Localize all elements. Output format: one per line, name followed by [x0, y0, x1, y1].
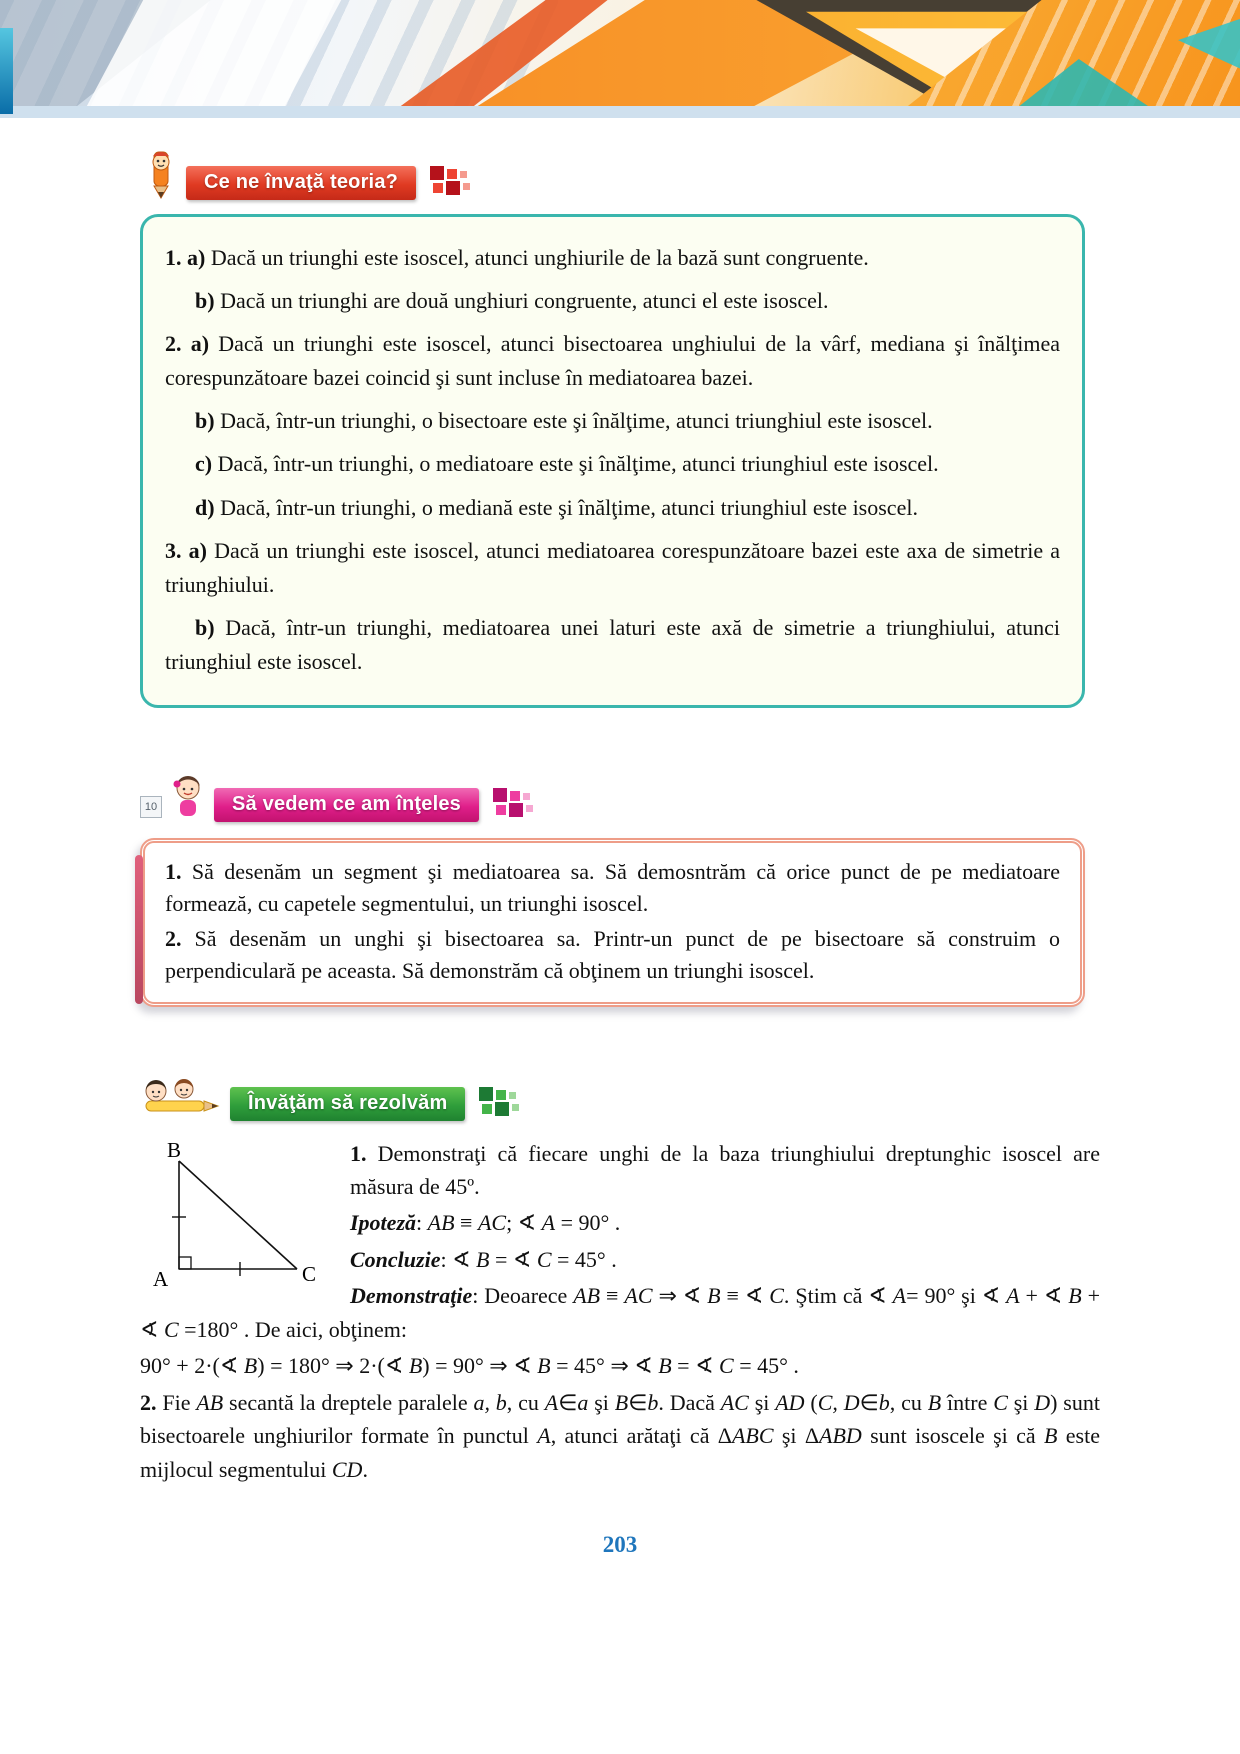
- vertex-label-a: A: [153, 1266, 169, 1291]
- decor-square: [446, 181, 460, 195]
- decor-squares-solve: [479, 1087, 529, 1119]
- understand-section-header: [140, 772, 1240, 822]
- banner-bottom-strip: [0, 106, 1240, 118]
- lesson-marker: 10: [140, 796, 162, 818]
- theory-item-3a: 3. a) Dacă un triunghi este isoscel, atunci mediatoarea corespunzătoare bazei este axa de simetrie a triunghiului.: [165, 537, 1060, 597]
- theory-item-2c: c) Dacă, într-un triunghi, o mediatoare este şi înălţime, atunci triunghiul este isoscel.: [195, 451, 939, 477]
- theory-item-2a: 2. a) Dacă un triunghi este isoscel, atunci bisectoarea unghiului de la vârf, mediana şi înălţimea corespunzătoare bazei coincid şi sunt incluse în mediatoarea bazei.: [165, 331, 1061, 391]
- theory-item-2b: b) Dacă, într-un triunghi, o bisectoare este şi înălţime, atunci triunghiul este isoscel.: [195, 408, 933, 434]
- solve-badge: Învăţăm să rezolvăm: [230, 1087, 465, 1121]
- theory-item-1a: 1. a) Dacă un triunghi este isoscel, atunci unghiurile de la bază sunt congruente.: [165, 245, 869, 270]
- decor-square: [510, 791, 520, 801]
- decor-square: [460, 171, 467, 178]
- solve-conclusion: Concluzie: ∢ B = ∢ C = 45° .: [350, 1246, 617, 1272]
- decor-square: [493, 788, 507, 802]
- decor-square: [447, 169, 457, 179]
- understand-item-1: 1. Să desenăm un segment şi mediatoarea sa. Să demosntrăm că orice punct de pe mediatoare formează, cu capetele segmentului, un triunghi isoscel.: [165, 859, 1060, 916]
- solve-hypothesis: Ipoteză: AB ≡ AC; ∢ A = 90° .: [350, 1210, 621, 1236]
- decor-square: [512, 1104, 519, 1111]
- theory-box: [140, 214, 1085, 708]
- right-isosceles-triangle-figure: [145, 1141, 320, 1293]
- decor-squares-theory: [430, 166, 480, 198]
- decor-square: [523, 793, 530, 800]
- girl-mascot-icon: [168, 772, 208, 822]
- solve-equation-line: 90° + 2·(∢ B) = 180° ⇒ 2·(∢ B) = 90° ⇒ ∢ B = 45° ⇒ ∢ B = ∢ C = 45° .: [140, 1353, 799, 1379]
- decor-squares-understand: [493, 788, 543, 820]
- decor-square: [430, 166, 444, 180]
- decor-square: [496, 805, 506, 815]
- understand-badge: Să vedem ce am înţeles: [214, 788, 479, 822]
- banner-left-bar: [0, 28, 13, 114]
- decor-square: [479, 1087, 493, 1101]
- kids-with-pencil-mascot-icon: [140, 1075, 224, 1121]
- theory-item-3b: b) Dacă, într-un triunghi, mediatoarea unei laturi este axă de simetrie a triunghiului, atunci triunghiul este isoscel.: [165, 614, 1061, 674]
- decor-square: [509, 803, 523, 817]
- theory-item-1b: b) Dacă un triunghi are două unghiuri congruente, atunci el este isoscel.: [195, 288, 829, 314]
- decor-square: [496, 1090, 506, 1100]
- decor-square: [526, 805, 533, 812]
- pencil-mascot-icon: [140, 148, 180, 200]
- vertex-label-c: C: [302, 1261, 317, 1286]
- solve-problem-1: 1. Demonstraţi că fiecare unghi de la baza triunghiului dreptunghic isoscel are măsura de 45º.: [350, 1140, 1101, 1200]
- theory-item-2d: d) Dacă, într-un triunghi, o mediană este şi înălţime, atunci triunghiul este isoscel.: [195, 494, 918, 520]
- solve-section-header: [140, 1075, 1240, 1121]
- decor-square: [463, 183, 470, 190]
- decor-square: [495, 1102, 509, 1116]
- decor-square: [482, 1104, 492, 1114]
- solve-content: [140, 1137, 1100, 1486]
- understand-box: [140, 838, 1085, 1007]
- header-banner: [0, 0, 1240, 118]
- solve-proof: Demonstraţie: Deoarece AB ≡ AC ⇒ ∢ B ≡ ∢ C. Ştim că ∢ A= 90° şi ∢ A + ∢ B + ∢ C =180° . De aici, obţinem:: [140, 1283, 1100, 1342]
- understand-item-2: 2. Să desenăm un unghi şi bisectoarea sa. Printr-un punct de pe bisectoare să construim o perpendiculară pe aceasta. Să demonstrăm că obţinem un triunghi isoscel.: [165, 925, 1061, 983]
- decor-square: [509, 1092, 516, 1099]
- solve-problem-2: 2. Fie AB secantă la dreptele paralele a, b, cu A∈a şi B∈b. Dacă AC şi AD (C, D∈b, cu B între C şi D) sunt bisectoarele unghiurilor formate în punctul A, atunci arătaţi că ΔABC şi ΔABD sunt isoscele şi că B este mijlocul segmentului CD.: [140, 1389, 1100, 1482]
- theory-badge: Ce ne învaţă teoria?: [186, 166, 416, 200]
- vertex-label-b: B: [167, 1140, 182, 1162]
- theory-section-header: [140, 148, 1240, 200]
- decor-square: [433, 183, 443, 193]
- page-number: 203: [602, 1531, 638, 1557]
- right-angle-mark: [179, 1257, 191, 1269]
